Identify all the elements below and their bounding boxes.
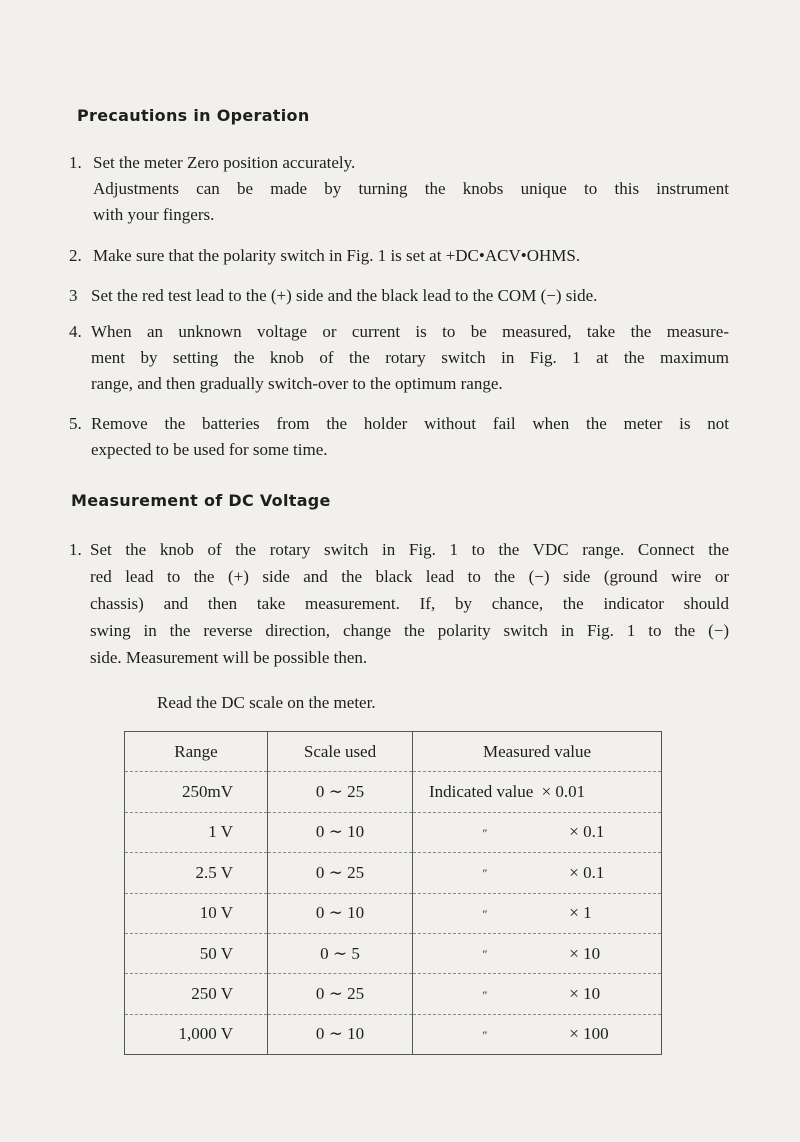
item-number: 2. [69,246,82,265]
item-line: Make sure that the polarity switch in Fig. 1 is set at +DC•ACV•OHMS. [93,246,581,265]
column-header: Scale used [268,732,413,772]
item-number: 4. [69,322,82,341]
scale-cell: 0 ∼ 5 [268,933,413,973]
item-number: 3 [69,286,78,305]
item-line: side. Measurement will be possible then. [90,648,368,667]
table-row [125,772,662,812]
item-number: 1. [69,153,82,172]
ditto-mark: ″ [482,947,488,962]
multiplier: × 0.01 [541,782,586,802]
item-line: swing in the reverse direction, change the polarity switch in Fig. 1 to the (−) [90,621,729,640]
item-number: 5. [69,414,82,433]
table-row [125,812,662,852]
item-line: with your fingers. [93,205,215,224]
precautions-heading: Precautions in Operation [77,106,310,125]
dc-voltage-heading: Measurement of DC Voltage [71,491,331,510]
scale-cell: 0 ∼ 25 [268,853,413,893]
range-cell: 250mV [125,772,268,812]
scale-cell: 0 ∼ 10 [268,1014,413,1054]
measured-value-cell [413,974,662,1014]
measured-value-cell [413,1014,662,1054]
ditto-mark: ″ [482,1028,488,1043]
ditto-mark: ″ [482,866,488,881]
measured-value-cell [413,853,662,893]
dc-scale-note: Read the DC scale on the meter. [157,693,376,712]
item-line: Remove the batteries from the holder without fail when the meter is not [91,414,729,433]
column-header: Measured value [413,732,662,772]
table-header-row [125,732,662,772]
ditto-mark: ″ [482,906,488,921]
scale-cell: 0 ∼ 25 [268,772,413,812]
range-cell: 50 V [125,933,268,973]
table-row [125,933,662,973]
table-row [125,1014,662,1054]
multiplier: × 1 [569,903,592,923]
multiplier: × 10 [569,943,601,963]
table-row [125,893,662,933]
range-cell: 10 V [125,893,268,933]
measured-value-cell [413,772,662,812]
multiplier: × 100 [569,1024,609,1044]
measured-value-cell [413,893,662,933]
precaution-item-4 [69,319,729,397]
multiplier: × 0.1 [569,822,605,842]
item-line: Adjustments can be made by turning the knobs unique to this instrument [93,179,729,198]
multiplier: × 10 [569,984,601,1004]
precaution-item-5 [69,411,729,463]
item-line: range, and then gradually switch-over to the optimum range. [91,374,503,393]
scale-cell: 0 ∼ 10 [268,893,413,933]
item-line: chassis) and then take measurement. If, by chance, the indicator should [90,594,729,613]
range-cell: 2.5 V [125,853,268,893]
ditto-mark: ″ [482,826,488,841]
precaution-item-1 [69,150,729,228]
item-line: Set the red test lead to the (+) side and the black lead to the COM (−) side. [91,286,598,305]
precaution-item-2 [69,243,729,269]
range-cell: 250 V [125,974,268,1014]
table-row [125,853,662,893]
item-line: red lead to the (+) side and the black lead to the (−) side (ground wire or [90,567,729,586]
item-line: expected to be used for some time. [91,440,328,459]
range-cell: 1,000 V [125,1014,268,1054]
item-number: 1. [69,540,82,559]
column-header: Range [125,732,268,772]
measured-value-cell [413,812,662,852]
scale-cell: 0 ∼ 25 [268,974,413,1014]
range-cell: 1 V [125,812,268,852]
multiplier: × 0.1 [569,862,605,882]
ditto-mark: ″ [482,987,488,1002]
dc-voltage-table [124,731,662,1055]
scale-cell: 0 ∼ 10 [268,812,413,852]
item-line: Set the meter Zero position accurately. [93,153,356,172]
measured-prefix: Indicated value [429,782,534,802]
item-line: Set the knob of the rotary switch in Fig. 1 to the VDC range. Connect the [90,540,729,559]
item-line: ment by setting the knob of the rotary switch in Fig. 1 at the maximum [91,348,729,367]
measured-value-cell [413,933,662,973]
precaution-item-3 [69,283,729,309]
item-line: When an unknown voltage or current is to be measured, take the measure- [91,322,729,341]
table-row [125,974,662,1014]
dc-voltage-item-1 [69,536,729,671]
